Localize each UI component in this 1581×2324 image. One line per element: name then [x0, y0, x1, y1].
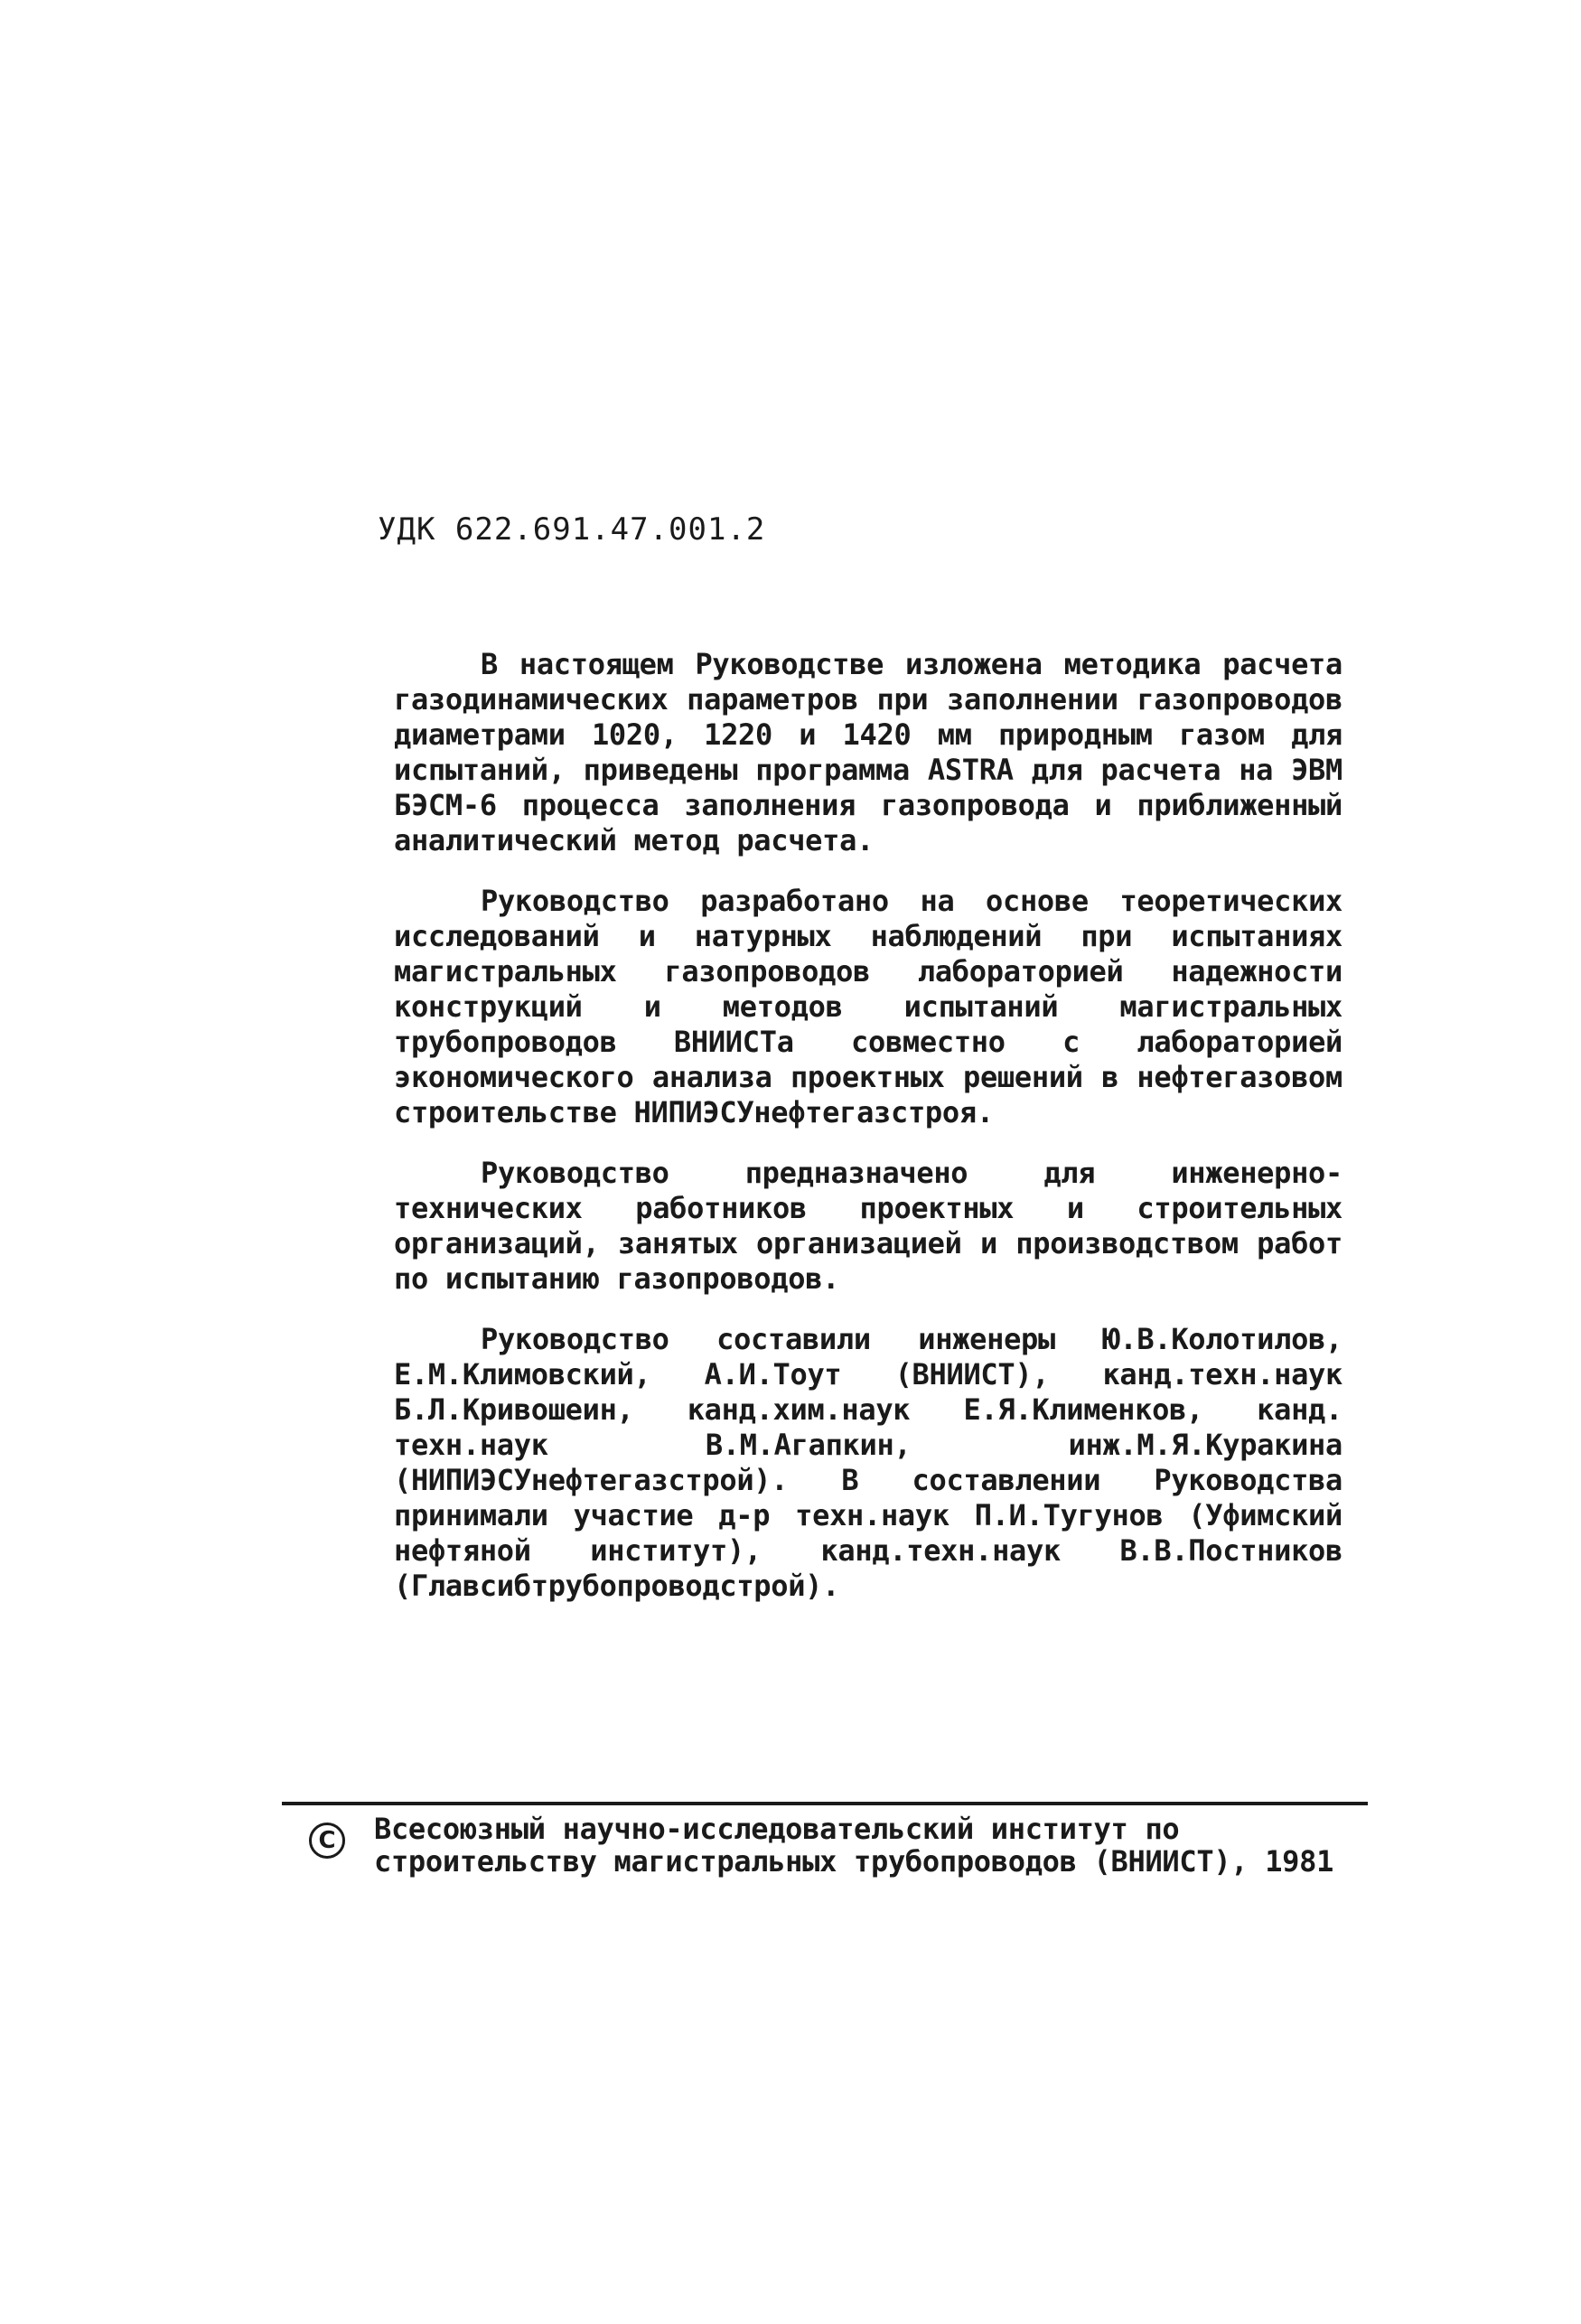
abstract-paragraph-3: Руководство предназначено для инженерно-технических работников проектных и строительных организаций, занятых организацией и производством работ по испытанию газопроводов.	[394, 1156, 1342, 1296]
abstract-paragraph-4: Руководство составили инженеры Ю.В.Колотилов, Е.М.Климовский, А.И.Тоут (ВНИИСТ), канд.техн.наук Б.Л.Кривошеин, канд.хим.наук Е.Я.Клименков, канд. техн.наук В.М.Агапкин, инж.М.Я.Куракина (НИПИЭСУнефтегазстрой). В составлении Руководства принимали участие д-р техн.наук П.И.Тугунов (Уфимский нефтяной институт), канд.техн.наук В.В.Постников (Главсибтрубопроводстрой).	[394, 1322, 1342, 1603]
footer-divider	[282, 1802, 1368, 1805]
abstract	[394, 647, 1342, 1629]
copyright-notice: Всесоюзный научно-исследовательский институт по строительству магистральных трубопроводов (ВНИИСТ), 1981	[374, 1812, 1334, 1879]
udk-code: УДК 622.691.47.001.2	[378, 511, 766, 548]
abstract-paragraph-2: Руководство разработано на основе теоретических исследований и натурных наблюдений при испытаниях магистральных газопроводов лабораторией надежности конструкций и методов испытаний магистральных трубопроводов ВНИИСТа совместно с лабораторией экономического анализа проектных решений в нефтегазовом строительстве НИПИЭСУнефтегазстроя.	[394, 884, 1342, 1129]
copyright-icon: C	[309, 1823, 345, 1859]
abstract-paragraph-1: В настоящем Руководстве изложена методика расчета газодинамических параметров при заполнении газопроводов диаметрами 1020, 1220 и 1420 мм природным газом для испытаний, приведены программа ASTRA для расчета на ЭВМ БЭСМ-6 процесса заполнения газопровода и приближенный аналитический метод расчета.	[394, 647, 1342, 857]
